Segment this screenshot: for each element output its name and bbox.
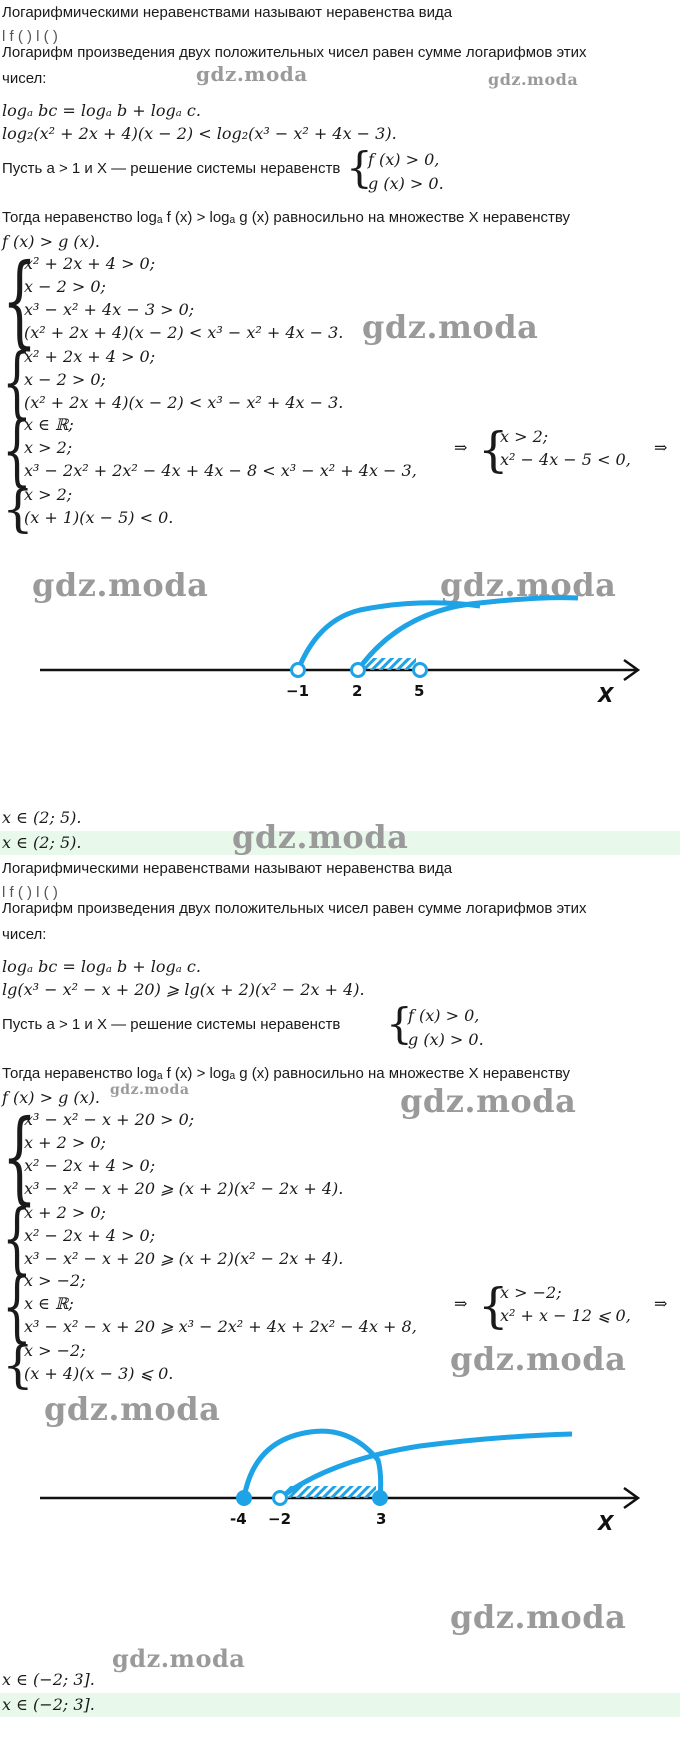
- system-line: x + 2 > 0;: [24, 1203, 106, 1222]
- system-line: x³ − x² − x + 20 ⩾ x³ − 2x² + 4x + 2x² − 4x + 8,: [24, 1317, 417, 1336]
- condition-f: f (x) > 0,: [368, 150, 440, 169]
- left-brace: {: [2, 1194, 32, 1284]
- left-brace: {: [386, 999, 413, 1048]
- watermark: gdz.moda: [450, 1598, 627, 1636]
- axis-variable: X: [598, 683, 614, 707]
- then-text: Тогда неравенство logₐ f (x) > logₐ g (x) равносильно на множестве X неравенству: [2, 1065, 570, 1082]
- point-2: [352, 664, 365, 677]
- implies-arrow: ⇒: [654, 1294, 668, 1313]
- solution-hatch: [364, 658, 416, 670]
- answer-highlight: [0, 1693, 680, 1717]
- system-line: x > −2;: [500, 1283, 562, 1302]
- condition-f: f (x) > 0,: [408, 1006, 480, 1025]
- rule-text: Логарифм произведения двух положительных чисел равен сумме логарифмов этих: [2, 44, 587, 61]
- system-line: x ∈ ℝ;: [24, 1294, 74, 1313]
- left-brace: {: [478, 1278, 509, 1334]
- watermark: gdz.moda: [232, 818, 409, 856]
- watermark: gdz.moda: [440, 566, 617, 604]
- left-brace: {: [2, 338, 32, 428]
- product-formula: logₐ bc = logₐ b + logₐ c.: [2, 957, 201, 976]
- intro-text: Логарифмическими неравенствами называют неравенства вида: [2, 4, 453, 21]
- system-line: x² − 2x + 4 > 0;: [24, 1226, 156, 1245]
- left-brace: {: [2, 1262, 32, 1352]
- system-line: x³ − x² − x + 20 ⩾ (x + 2)(x² − 2x + 4).: [24, 1179, 344, 1198]
- watermark: gdz.moda: [400, 1082, 577, 1120]
- watermark: gdz.moda: [362, 308, 539, 346]
- left-brace: {: [2, 480, 34, 538]
- watermark: gdz.moda: [44, 1390, 221, 1428]
- system-line: (x + 4)(x − 3) ⩽ 0.: [24, 1364, 174, 1383]
- implies-arrow: ⇒: [454, 1294, 468, 1313]
- system-line: x³ − 2x² + 2x² − 4x + 4x − 8 < x³ − x² + 4x − 3,: [24, 461, 417, 480]
- inequality: log₂(x² + 2x + 4)(x − 2) < log₂(x³ − x² + 4x − 3).: [2, 124, 397, 143]
- solution-hatch: [286, 1486, 376, 1498]
- watermark: gdz.moda: [32, 566, 209, 604]
- point-minus1: [292, 664, 305, 677]
- system-line: x² − 4x − 5 < 0,: [500, 450, 631, 469]
- inequality: lg(x³ − x² − x + 20) ⩾ lg(x + 2)(x² − 2x + 4).: [2, 980, 365, 999]
- left-brace: {: [2, 242, 37, 359]
- product-formula: logₐ bc = logₐ b + logₐ c.: [2, 101, 201, 120]
- system-line: (x + 1)(x − 5) < 0.: [24, 508, 174, 527]
- then-inequality: f (x) > g (x).: [2, 232, 101, 251]
- cut-formula: l f ( ) l ( ): [2, 884, 58, 901]
- tick-label: −2: [268, 1510, 292, 1528]
- rule-text-2: чисел:: [2, 926, 47, 943]
- left-brace: {: [2, 1098, 37, 1215]
- point-3: [374, 1492, 387, 1505]
- point-5: [414, 664, 427, 677]
- intro-text: Логарифмическими неравенствами называют неравенства вида: [2, 860, 453, 877]
- watermark: gdz.moda: [450, 1340, 627, 1378]
- system-line: x > −2;: [24, 1341, 86, 1360]
- system-line: x³ − x² + 4x − 3 > 0;: [24, 300, 195, 319]
- answer: x ∈ (−2; 3].: [2, 1670, 95, 1689]
- tick-label: -4: [230, 1510, 247, 1528]
- system-line: x² + 2x + 4 > 0;: [24, 347, 156, 366]
- system-line: x³ − x² − x + 20 > 0;: [24, 1110, 195, 1129]
- system-line: x − 2 > 0;: [24, 370, 106, 389]
- system-line: x + 2 > 0;: [24, 1133, 106, 1152]
- system-line: x² − 2x + 4 > 0;: [24, 1156, 156, 1175]
- system-line: x > 2;: [500, 427, 549, 446]
- left-brace: {: [2, 1336, 34, 1394]
- answer-highlighted: x ∈ (2; 5).: [2, 833, 82, 852]
- then-text: Тогда неравенство logₐ f (x) > logₐ g (x) равносильно на множестве X неравенству: [2, 209, 570, 226]
- point-minus2: [274, 1492, 287, 1505]
- answer: x ∈ (2; 5).: [2, 808, 82, 827]
- system-line: x ∈ ℝ;: [24, 415, 74, 434]
- system-line: x > −2;: [24, 1271, 86, 1290]
- condition-g: g (x) > 0.: [408, 1030, 484, 1049]
- system-line: x² + x − 12 ⩽ 0,: [500, 1306, 631, 1325]
- system-line: (x² + 2x + 4)(x − 2) < x³ − x² + 4x − 3.: [24, 323, 344, 342]
- left-brace: {: [478, 422, 509, 478]
- watermark: gdz.moda: [196, 62, 308, 86]
- let-text: Пусть a > 1 и X — решение системы неравенств: [2, 160, 341, 177]
- then-inequality: f (x) > g (x).: [2, 1088, 101, 1107]
- implies-arrow: ⇒: [454, 438, 468, 457]
- system-line: x > 2;: [24, 485, 73, 504]
- let-text: Пусть a > 1 и X — решение системы неравенств: [2, 1016, 341, 1033]
- rule-text: Логарифм произведения двух положительных чисел равен сумме логарифмов этих: [2, 900, 587, 917]
- tick-label: 2: [352, 682, 363, 700]
- watermark: gdz.moda: [110, 1082, 190, 1098]
- condition-g: g (x) > 0.: [368, 174, 444, 193]
- left-brace: {: [2, 406, 32, 496]
- number-line-2: [0, 1420, 680, 1560]
- tick-label: 5: [414, 682, 425, 700]
- tick-label: −1: [286, 682, 310, 700]
- system-line: (x² + 2x + 4)(x − 2) < x³ − x² + 4x − 3.: [24, 393, 344, 412]
- system-line: x³ − x² − x + 20 ⩾ (x + 2)(x² − 2x + 4).: [24, 1249, 344, 1268]
- answer-highlighted: x ∈ (−2; 3].: [2, 1695, 95, 1714]
- watermark: gdz.moda: [488, 70, 579, 89]
- system-line: x − 2 > 0;: [24, 277, 106, 296]
- tick-label: 3: [376, 1510, 387, 1528]
- cut-formula: l f ( ) l ( ): [2, 28, 58, 45]
- watermark: gdz.moda: [112, 1644, 246, 1673]
- system-line: x > 2;: [24, 438, 73, 457]
- number-line-1: [0, 590, 680, 750]
- point-minus4: [238, 1492, 251, 1505]
- rule-text-2: чисел:: [2, 70, 47, 87]
- system-line: x² + 2x + 4 > 0;: [24, 254, 156, 273]
- left-brace: {: [346, 143, 373, 192]
- axis-variable: X: [598, 1511, 614, 1535]
- implies-arrow: ⇒: [654, 438, 668, 457]
